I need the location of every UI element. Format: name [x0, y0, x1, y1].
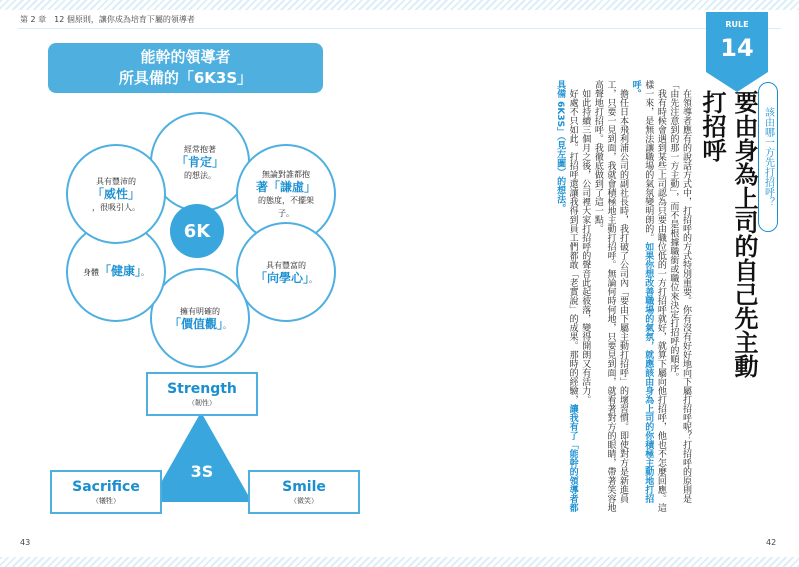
paragraph-4: 如此持續三個月之後，公司裡大家打招呼的聲音此起彼落，變得開朗又有活力。 [580, 89, 591, 404]
paragraph-3: 擔任日本飛利浦公司的副社長時，我打破了公司內「要由下屬主動打招呼」的壞習慣。即使對方是新進員工，只要一見到面，我就會積極地主動打招呼。無論何時何地，只要見到面，就看著對方的眼睛，帶著笑容地高聲地打招呼。我徹底做到了這一點。 [592, 80, 629, 512]
circle-values [150, 268, 250, 368]
circle-text: ，很吸引人。 [92, 202, 140, 212]
center-6k-badge: 6K [170, 204, 224, 258]
circle-highlight: 「向學心」 [254, 270, 309, 285]
circle-highlight: 「肯定」 [175, 154, 224, 169]
smile-label: Smile [282, 479, 326, 495]
sacrifice-label: Sacrifice [72, 479, 140, 495]
circle-highlight: 「威性」 [91, 186, 140, 201]
strength-label: Strength [167, 381, 237, 397]
rule-number: 14 [720, 34, 754, 62]
circle-highlight: 「價值觀」 [168, 316, 223, 331]
smile-box [248, 470, 360, 514]
circle-highlight: 「健康」 [98, 264, 141, 278]
circle-text: 。 [141, 268, 149, 277]
paragraph-5 [553, 80, 578, 520]
rule-word: RULE [725, 20, 749, 29]
rule-title: 要由身為上司的自己先主動打招呼 [698, 90, 758, 378]
page-number-right: 42 [766, 538, 777, 547]
sacrifice-sub: （犧牲） [92, 497, 120, 505]
question-pill: 該由哪一方先打招呼？ [758, 82, 778, 232]
body-text [496, 80, 692, 520]
diagram-title-line1: 能幹的領導者 [140, 48, 231, 66]
diagram-title [48, 43, 323, 93]
paragraph-2-text: 我有時候會遇到某些上司認為只要由職位低的一方打招呼就好，就算下屬向他打招呼，他也不怎麼回應。這樣一來，是無法讓職場的氣氛變明朗的。 [643, 80, 666, 512]
circle-text: 的想法。 [184, 170, 216, 180]
center-3s-label: 3S [190, 462, 214, 481]
page-number-left: 43 [20, 538, 31, 547]
triangle-shape [146, 408, 256, 504]
circle-text: 身體 [82, 268, 99, 277]
paragraph-2 [629, 80, 667, 520]
circle-text: 具有豐富的 [266, 260, 306, 270]
circle-highlight: 著「謙虛」 [255, 180, 316, 194]
circle-text: 的態度，不擺架子。 [258, 196, 314, 218]
chapter-header: 第 2 章 12 個原則，讓你成為培育下屬的領導者 [20, 15, 195, 24]
paragraph-5-text: 好處不只如此。打招呼還讓我得到員工們都敢「老實說」的成果。那時的經驗， [567, 89, 578, 404]
paragraph-5-emphasis: 讓我有了「能幹的領導者都具備 6K3S」（見左圖）的想法。 [555, 80, 578, 512]
paragraph-2-emphasis: 如果你想改善職場的氣氛，就應該由身為上司的你積極主動地打招呼。 [630, 80, 654, 503]
circle-text: 擁有明確的 [180, 306, 220, 316]
strength-sub: （韌性） [188, 399, 216, 407]
circle-sensibility [66, 144, 166, 244]
circle-text: 無論對誰都抱 [262, 170, 310, 179]
circle-text: 經常抱著 [184, 144, 216, 154]
diagram-title-line2: 所具備的「6K3S」 [118, 69, 253, 87]
circle-text: 。 [223, 320, 231, 330]
circle-curiosity [236, 222, 336, 322]
strength-box [146, 372, 258, 416]
circle-text: 具有豐沛的 [96, 176, 136, 186]
circle-text: 。 [309, 274, 317, 284]
header-divider [18, 28, 781, 29]
top-stripe [0, 0, 799, 10]
sacrifice-box [50, 470, 162, 514]
bottom-stripe [0, 557, 799, 567]
smile-sub: （微笑） [290, 497, 318, 505]
paragraph-1: 在領導者應有的說話方式中，打招呼的方式特別重要。你有沒有好好地向下屬打招呼呢？打招呼的原則是「由先注意到的那一方主動」，而不是根據職銜或職位來決定打招呼的順序。 [668, 80, 691, 503]
